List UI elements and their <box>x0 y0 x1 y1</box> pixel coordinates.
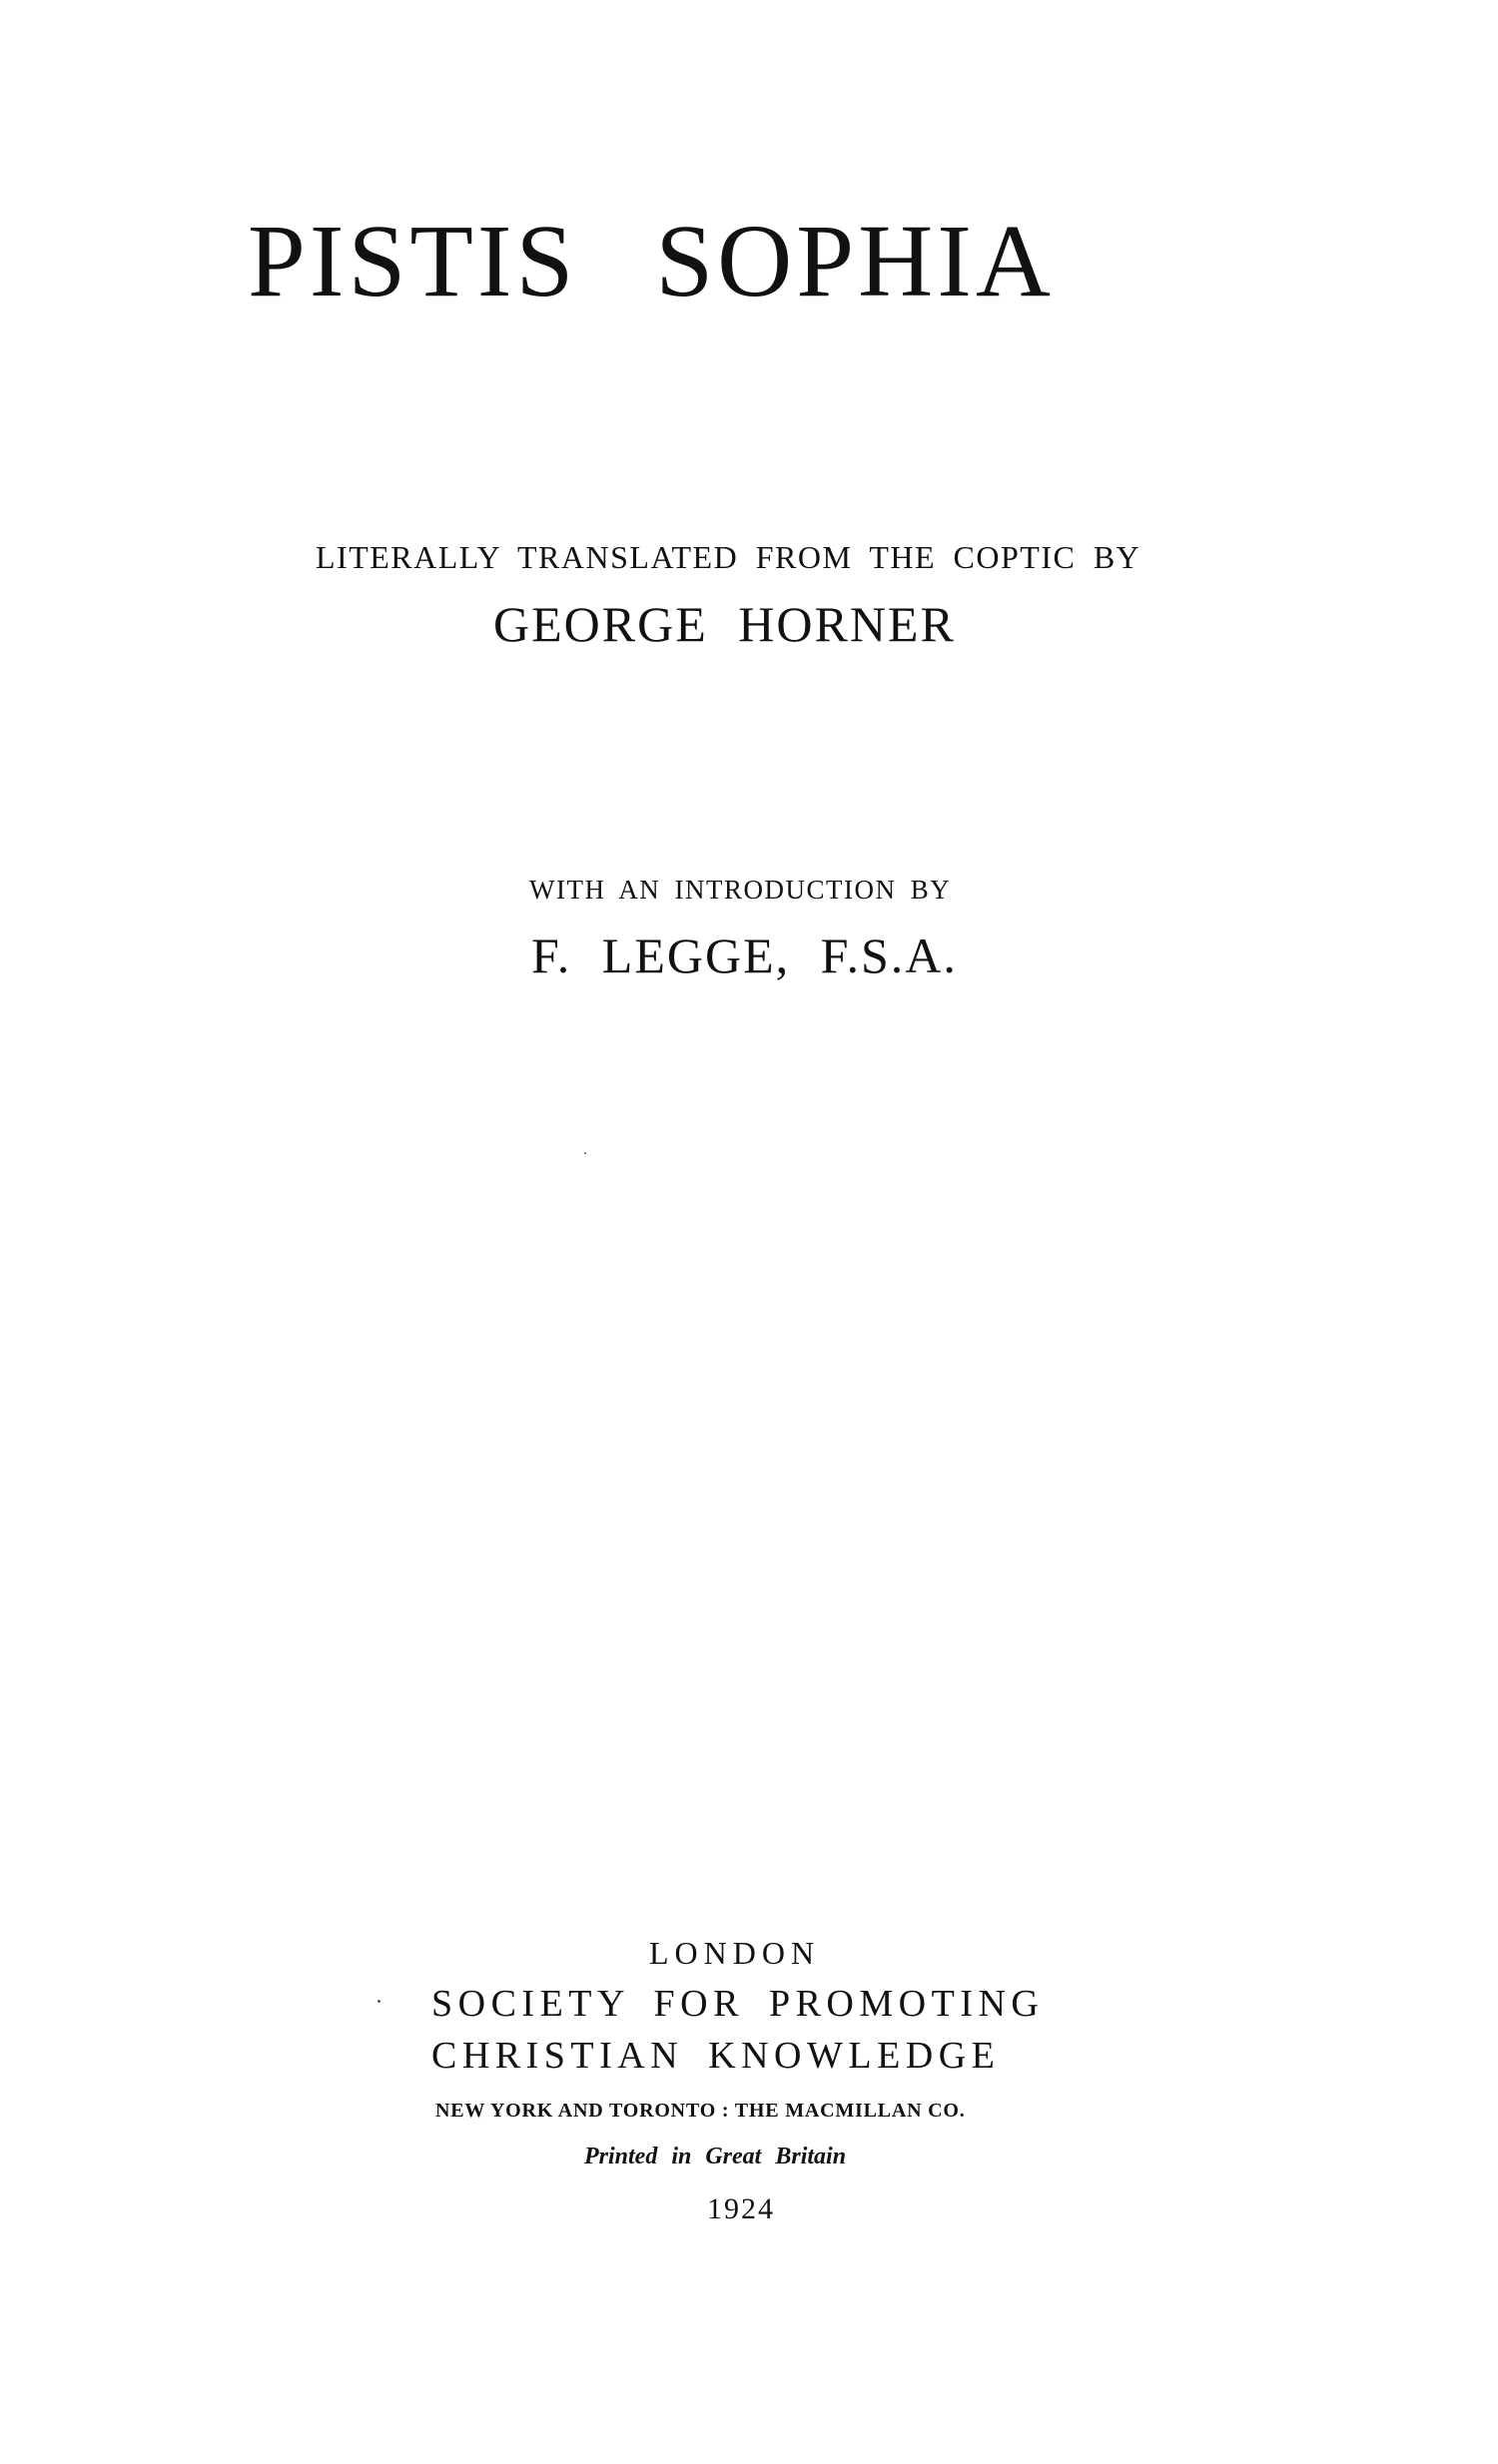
introduction-credit: WITH AN INTRODUCTION BY <box>529 875 952 905</box>
translation-credit: LITERALLY TRANSLATED FROM THE COPTIC BY <box>316 539 1141 575</box>
publisher-line-1: SOCIETY FOR PROMOTING <box>431 1983 1045 2025</box>
printed-in-line: Printed in Great Britain <box>584 2144 847 2169</box>
ink-speck <box>377 2000 380 2003</box>
book-title: PISTIS SOPHIA <box>248 204 1055 318</box>
publication-year: 1924 <box>707 2192 775 2225</box>
agents-line: NEW YORK AND TORONTO : THE MACMILLAN CO. <box>435 2100 966 2122</box>
introducer-name: F. LEGGE, F.S.A. <box>531 927 958 983</box>
imprint-city: LONDON <box>649 1935 821 1971</box>
translator-name: GEORGE HORNER <box>493 596 956 652</box>
ink-speck <box>584 1152 586 1154</box>
publisher-line-2: CHRISTIAN KNOWLEDGE <box>431 2035 1001 2077</box>
